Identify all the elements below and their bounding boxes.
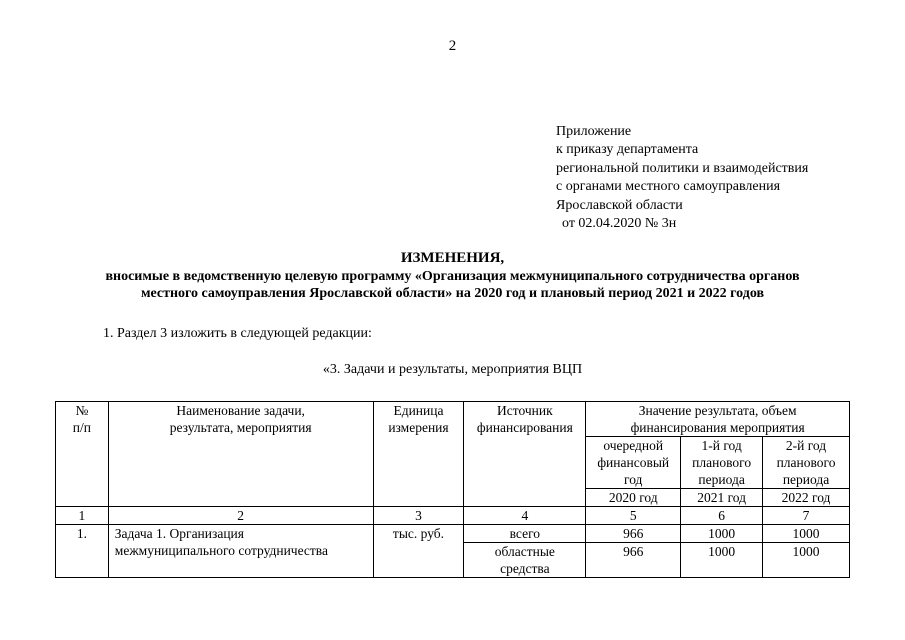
header-text: Источник	[497, 403, 553, 418]
task-name-text: Задача 1. Организация	[114, 526, 244, 541]
appendix-line: Приложение	[556, 124, 632, 139]
value-2020: 966	[586, 543, 681, 578]
value-2021: 1000	[681, 525, 763, 543]
subtitle-line: вносимые в ведомственную целевую программу «Организация межмуниципального сотрудничества органов	[105, 269, 800, 284]
tasks-table	[55, 401, 850, 578]
appendix-line: региональной политики и взаимодействия	[556, 160, 809, 176]
header-col5	[586, 437, 681, 489]
table-row	[56, 525, 850, 543]
section-title: «3. Задачи и результаты, мероприятия ВЦП	[322, 362, 583, 377]
funding-source-text: областные	[494, 544, 555, 559]
header-col7	[763, 437, 850, 489]
header-text: год	[624, 472, 643, 487]
header-name	[108, 402, 373, 507]
column-number: 7	[763, 507, 850, 525]
header-text: Наименование задачи,	[176, 403, 305, 418]
instruction-paragraph: 1. Раздел 3 изложить в следующей редакции:	[103, 326, 372, 341]
document-title: ИЗМЕНЕНИЯ,	[400, 250, 505, 266]
header-text: финансовый	[597, 455, 670, 470]
funding-source	[464, 543, 586, 578]
header-unit	[373, 402, 464, 507]
header-text: финансирования мероприятия	[630, 420, 805, 435]
funding-source-text: средства	[500, 561, 550, 576]
header-text: периода	[698, 472, 745, 487]
header-text: очередной	[603, 438, 664, 453]
header-text: измерения	[388, 420, 449, 435]
value-2022: 1000	[763, 543, 850, 578]
header-year: 2022 год	[763, 489, 850, 507]
funding-source: всего	[464, 525, 586, 543]
header-num	[56, 402, 109, 507]
header-text: п/п	[72, 420, 91, 435]
appendix-block	[556, 123, 808, 233]
task-name	[108, 525, 373, 578]
header-text: Единица	[393, 403, 444, 418]
header-col6	[681, 437, 763, 489]
value-2022: 1000	[763, 525, 850, 543]
header-text: Значение результата, объем	[638, 403, 797, 418]
header-text: 1-й год	[701, 438, 742, 453]
column-number: 4	[464, 507, 586, 525]
table-header-row	[56, 402, 850, 437]
column-number: 5	[586, 507, 681, 525]
header-text: 2-й год	[785, 438, 827, 453]
value-2020: 966	[586, 525, 681, 543]
appendix-order-date: от 02.04.2020 № 3н	[562, 216, 677, 232]
document-subtitle	[0, 268, 905, 302]
appendix-line: к приказу департамента	[556, 142, 699, 158]
header-text: результата, мероприятия	[169, 420, 312, 435]
column-number: 6	[681, 507, 763, 525]
page-number: 2	[448, 38, 457, 54]
subtitle-line: местного самоуправления Ярославской области» на 2020 год и плановый период 2021 и 2022 годов	[140, 286, 765, 301]
column-number: 3	[373, 507, 464, 525]
column-number: 2	[108, 507, 373, 525]
value-2021: 1000	[681, 543, 763, 578]
header-source	[464, 402, 586, 507]
task-name-text: межмуниципального сотрудничества	[114, 543, 328, 558]
header-year: 2020 год	[586, 489, 681, 507]
header-text: финансирования	[476, 420, 573, 435]
header-text: №	[75, 403, 89, 418]
header-text: планового	[692, 455, 752, 470]
appendix-line: Ярославской области	[556, 197, 683, 213]
column-number-row	[56, 507, 850, 525]
task-number: 1.	[56, 525, 109, 578]
appendix-line: с органами местного самоуправления	[556, 179, 781, 195]
column-number: 1	[56, 507, 109, 525]
task-unit: тыс. руб.	[373, 525, 464, 578]
header-text: периода	[782, 472, 830, 487]
header-value	[586, 402, 850, 437]
header-text: планового	[776, 455, 836, 470]
header-year: 2021 год	[681, 489, 763, 507]
